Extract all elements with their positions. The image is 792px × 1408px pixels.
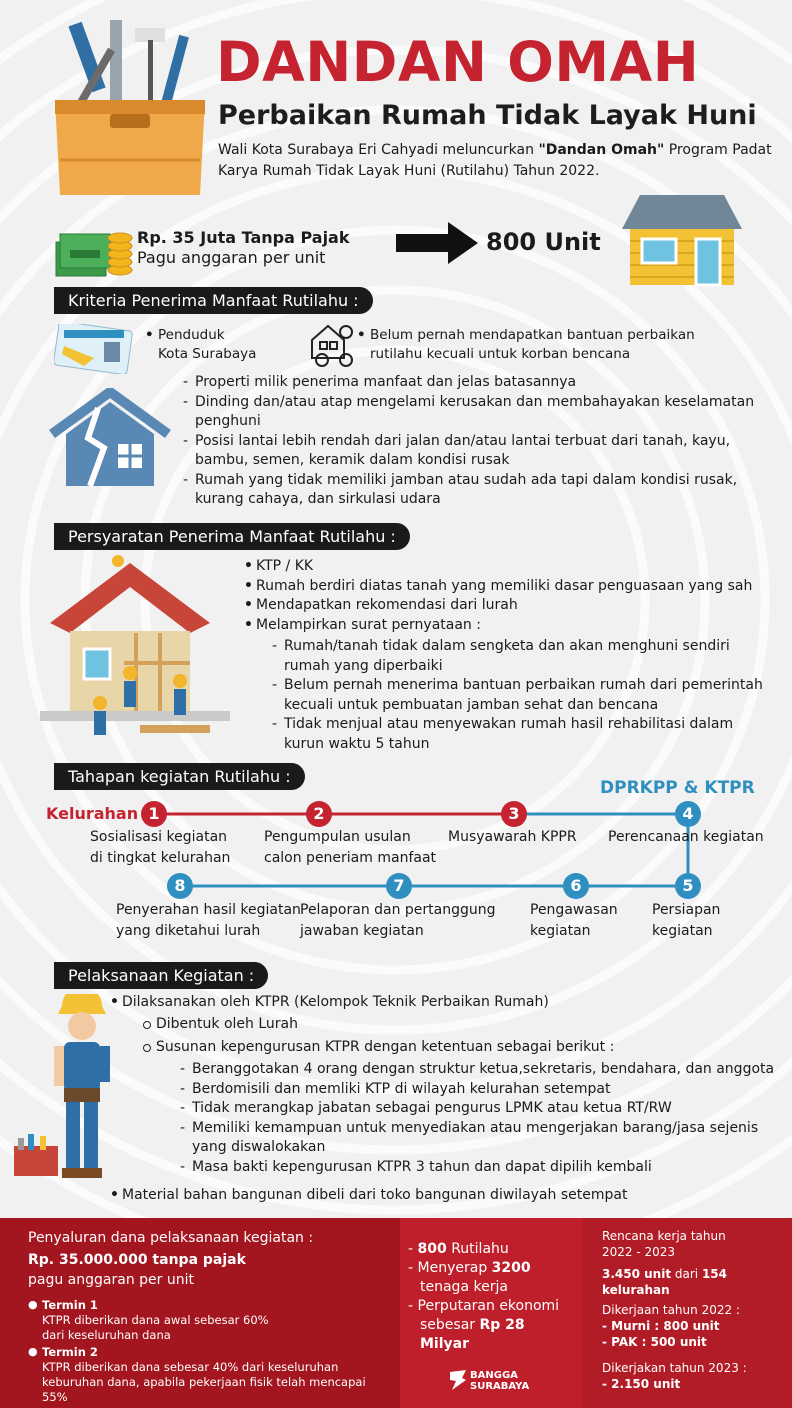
persyaratan-list [256, 557, 776, 635]
persyaratan-sublist [284, 637, 764, 754]
tahapan-heading: Tahapan kegiatan Rutilahu : [54, 763, 305, 790]
pelaksanaan-rules [192, 1060, 776, 1177]
list-item: - Belum pernah menerima bantuan perbaikan rumah dari pemerintah kecuali untuk pembuatan jamban sehat dan bencana [284, 676, 764, 715]
pelaksanaan-sublist [156, 1015, 756, 1057]
bangga-surabaya-logo-icon [448, 1368, 468, 1392]
page-subtitle: Perbaikan Rumah Tidak Layak Huni [218, 100, 757, 131]
intro-paragraph: Wali Kota Surabaya Eri Cahyadi meluncurkan "Dandan Omah" Program Padat Karya Rumah Tidak Layak Huni (Rutilahu) Tahun 2022. [218, 142, 772, 179]
kriteria-resident: • Penduduk Kota Surabaya [145, 327, 257, 362]
list-item: - Tidak menjual atau menyewakan rumah hasil rehabilitasi dalam kurun waktu 5 tahun [284, 715, 764, 754]
step-7-label: Pelaporan dan pertanggung jawaban kegiatan [300, 902, 496, 939]
step-2-number: 2 [306, 801, 332, 827]
list-item: - Berdomisili dan memliki KTP di wilayah kelurahan setempat [192, 1080, 776, 1100]
step-8-number: 8 [167, 873, 193, 899]
list-item: Dibentuk oleh Lurah [156, 1015, 756, 1035]
list-item: - Rumah yang tidak memiliki jamban atau sudah ada tapi dalam kondisi rusak, kurang cahaya, dan sirkulasi udara [195, 471, 765, 510]
toolbox-icon [50, 20, 210, 205]
step-5-label: Persiapan kegiatan [652, 902, 721, 939]
step-6-label: Pengawasan kegiatan [530, 902, 618, 939]
step-4-label: Perencanaan kegiatan [608, 829, 764, 845]
kriteria-never: • Belum pernah mendapatkan bantuan perbaikan rutilahu kecuali untuk korban bencana [357, 327, 695, 362]
step-2-label: Pengumpulan usulan calon peneriam manfaat [264, 829, 437, 866]
list-item: • Mendapatkan rekomendasi dari lurah [256, 596, 776, 616]
list-item: - Tidak merangkap jabatan sebagai pengurus LPMK atau ketua RT/RW [192, 1099, 776, 1119]
pelaksanaan-material [122, 1186, 762, 1206]
pelaksanaan-list [122, 993, 762, 1013]
footer-impact: - 800 Rutilahu - Menyerap 3200 tenaga kerja - Perputaran ekonomi sebesar Rp 28 Milyar [408, 1241, 560, 1352]
kriteria-list [195, 373, 765, 510]
list-item: • KTP / KK [256, 557, 776, 577]
list-item: - Memiliki kemampuan untuk menyediakan atau mengerjakan barang/jasa sejenis yang diswalokakan [192, 1119, 776, 1158]
house-icon [618, 193, 746, 288]
house-repair-icon [308, 322, 358, 368]
step-4-number: 4 [675, 801, 701, 827]
label-dprkpp: DPRKPP & KTPR [600, 778, 755, 798]
step-1-label: Sosialisasi kegiatan di tingkat kelurahan [90, 829, 231, 866]
construction-house-icon [40, 553, 230, 745]
footer-plan: Rencana kerja tahun 2022 - 2023 3.450 unit dari 154 kelurahan Dikerjaan tahun 2022 : - Murni : 800 unit - PAK : 500 unit Dikerjakan tahun 2023 : - 2.150 unit [602, 1229, 747, 1391]
pelaksanaan-heading: Pelaksanaan Kegiatan : [54, 962, 268, 989]
money-stack-icon [52, 218, 134, 280]
list-item: Susunan kepengurusan KTPR dengan ketentuan sebagai berikut : [156, 1038, 756, 1058]
list-item: • Rumah berdiri diatas tanah yang memiliki dasar penguasaan yang sah [256, 577, 776, 597]
footer-funding: Penyaluran dana pelaksanaan kegiatan : Rp. 35.000.000 tanpa pajak pagu anggaran per unit ● Termin 1 KTPR diberikan dana awal sebesar 60% dari keseluruhan dana ● Termin 2 KTPR diberikan dana sebesar 40% dari keseluruhan keburuhan dana, apabila pekerjaan fisik telah mencapai 55% [28, 1230, 366, 1404]
list-item: - Posisi lantai lebih rendah dari jalan dan/atau lantai terbuat dari tanah, kayu, bambu, semen, keramik dalam kondisi rusak [195, 432, 765, 471]
list-item: - Properti milik penerima manfaat dan jelas batasannya [195, 373, 765, 393]
step-6-number: 6 [563, 873, 589, 899]
list-item: - Beranggotakan 4 orang dengan struktur ketua,sekretaris, bendahara, dan anggota [192, 1060, 776, 1080]
step-5-number: 5 [675, 873, 701, 899]
worker-icon [14, 994, 120, 1190]
broken-house-icon [48, 388, 172, 488]
list-item: • Dilaksanakan oleh KTPR (Kelompok Teknik Perbaikan Rumah) [122, 993, 762, 1013]
step-1-number: 1 [141, 801, 167, 827]
bangga-surabaya-logo: BANGGA SURABAYA [470, 1370, 530, 1392]
list-item: • Material bahan bangunan dibeli dari toko bangunan diwilayah setempat [122, 1186, 762, 1206]
id-card-icon [54, 324, 138, 374]
budget-caption: Pagu anggaran per unit [137, 248, 326, 267]
step-8-label: Penyerahan hasil kegiatan yang diketahui lurah [116, 902, 301, 939]
arrow-right-icon [396, 222, 478, 264]
persyaratan-heading: Persyaratan Penerima Manfaat Rutilahu : [54, 523, 410, 550]
list-item: - Rumah/tanah tidak dalam sengketa dan akan menghuni sendiri rumah yang diperbaiki [284, 637, 764, 676]
list-item: - Masa bakti kepengurusan KTPR 3 tahun dan dapat dipilih kembali [192, 1158, 776, 1178]
unit-count: 800 Unit [486, 228, 601, 256]
step-3-number: 3 [501, 801, 527, 827]
step-7-number: 7 [386, 873, 412, 899]
budget-amount: Rp. 35 Juta Tanpa Pajak [137, 228, 350, 247]
label-kelurahan: Kelurahan [46, 804, 139, 823]
step-3-label: Musyawarah KPPR [448, 829, 577, 845]
list-item: - Dinding dan/atau atap mengelami kerusakan dan membahayakan keselamatan penghuni [195, 393, 765, 432]
page-title: DANDAN OMAH [216, 30, 700, 94]
list-item: • Melampirkan surat pernyataan : [256, 616, 776, 636]
kriteria-heading: Kriteria Penerima Manfaat Rutilahu : [54, 287, 373, 314]
